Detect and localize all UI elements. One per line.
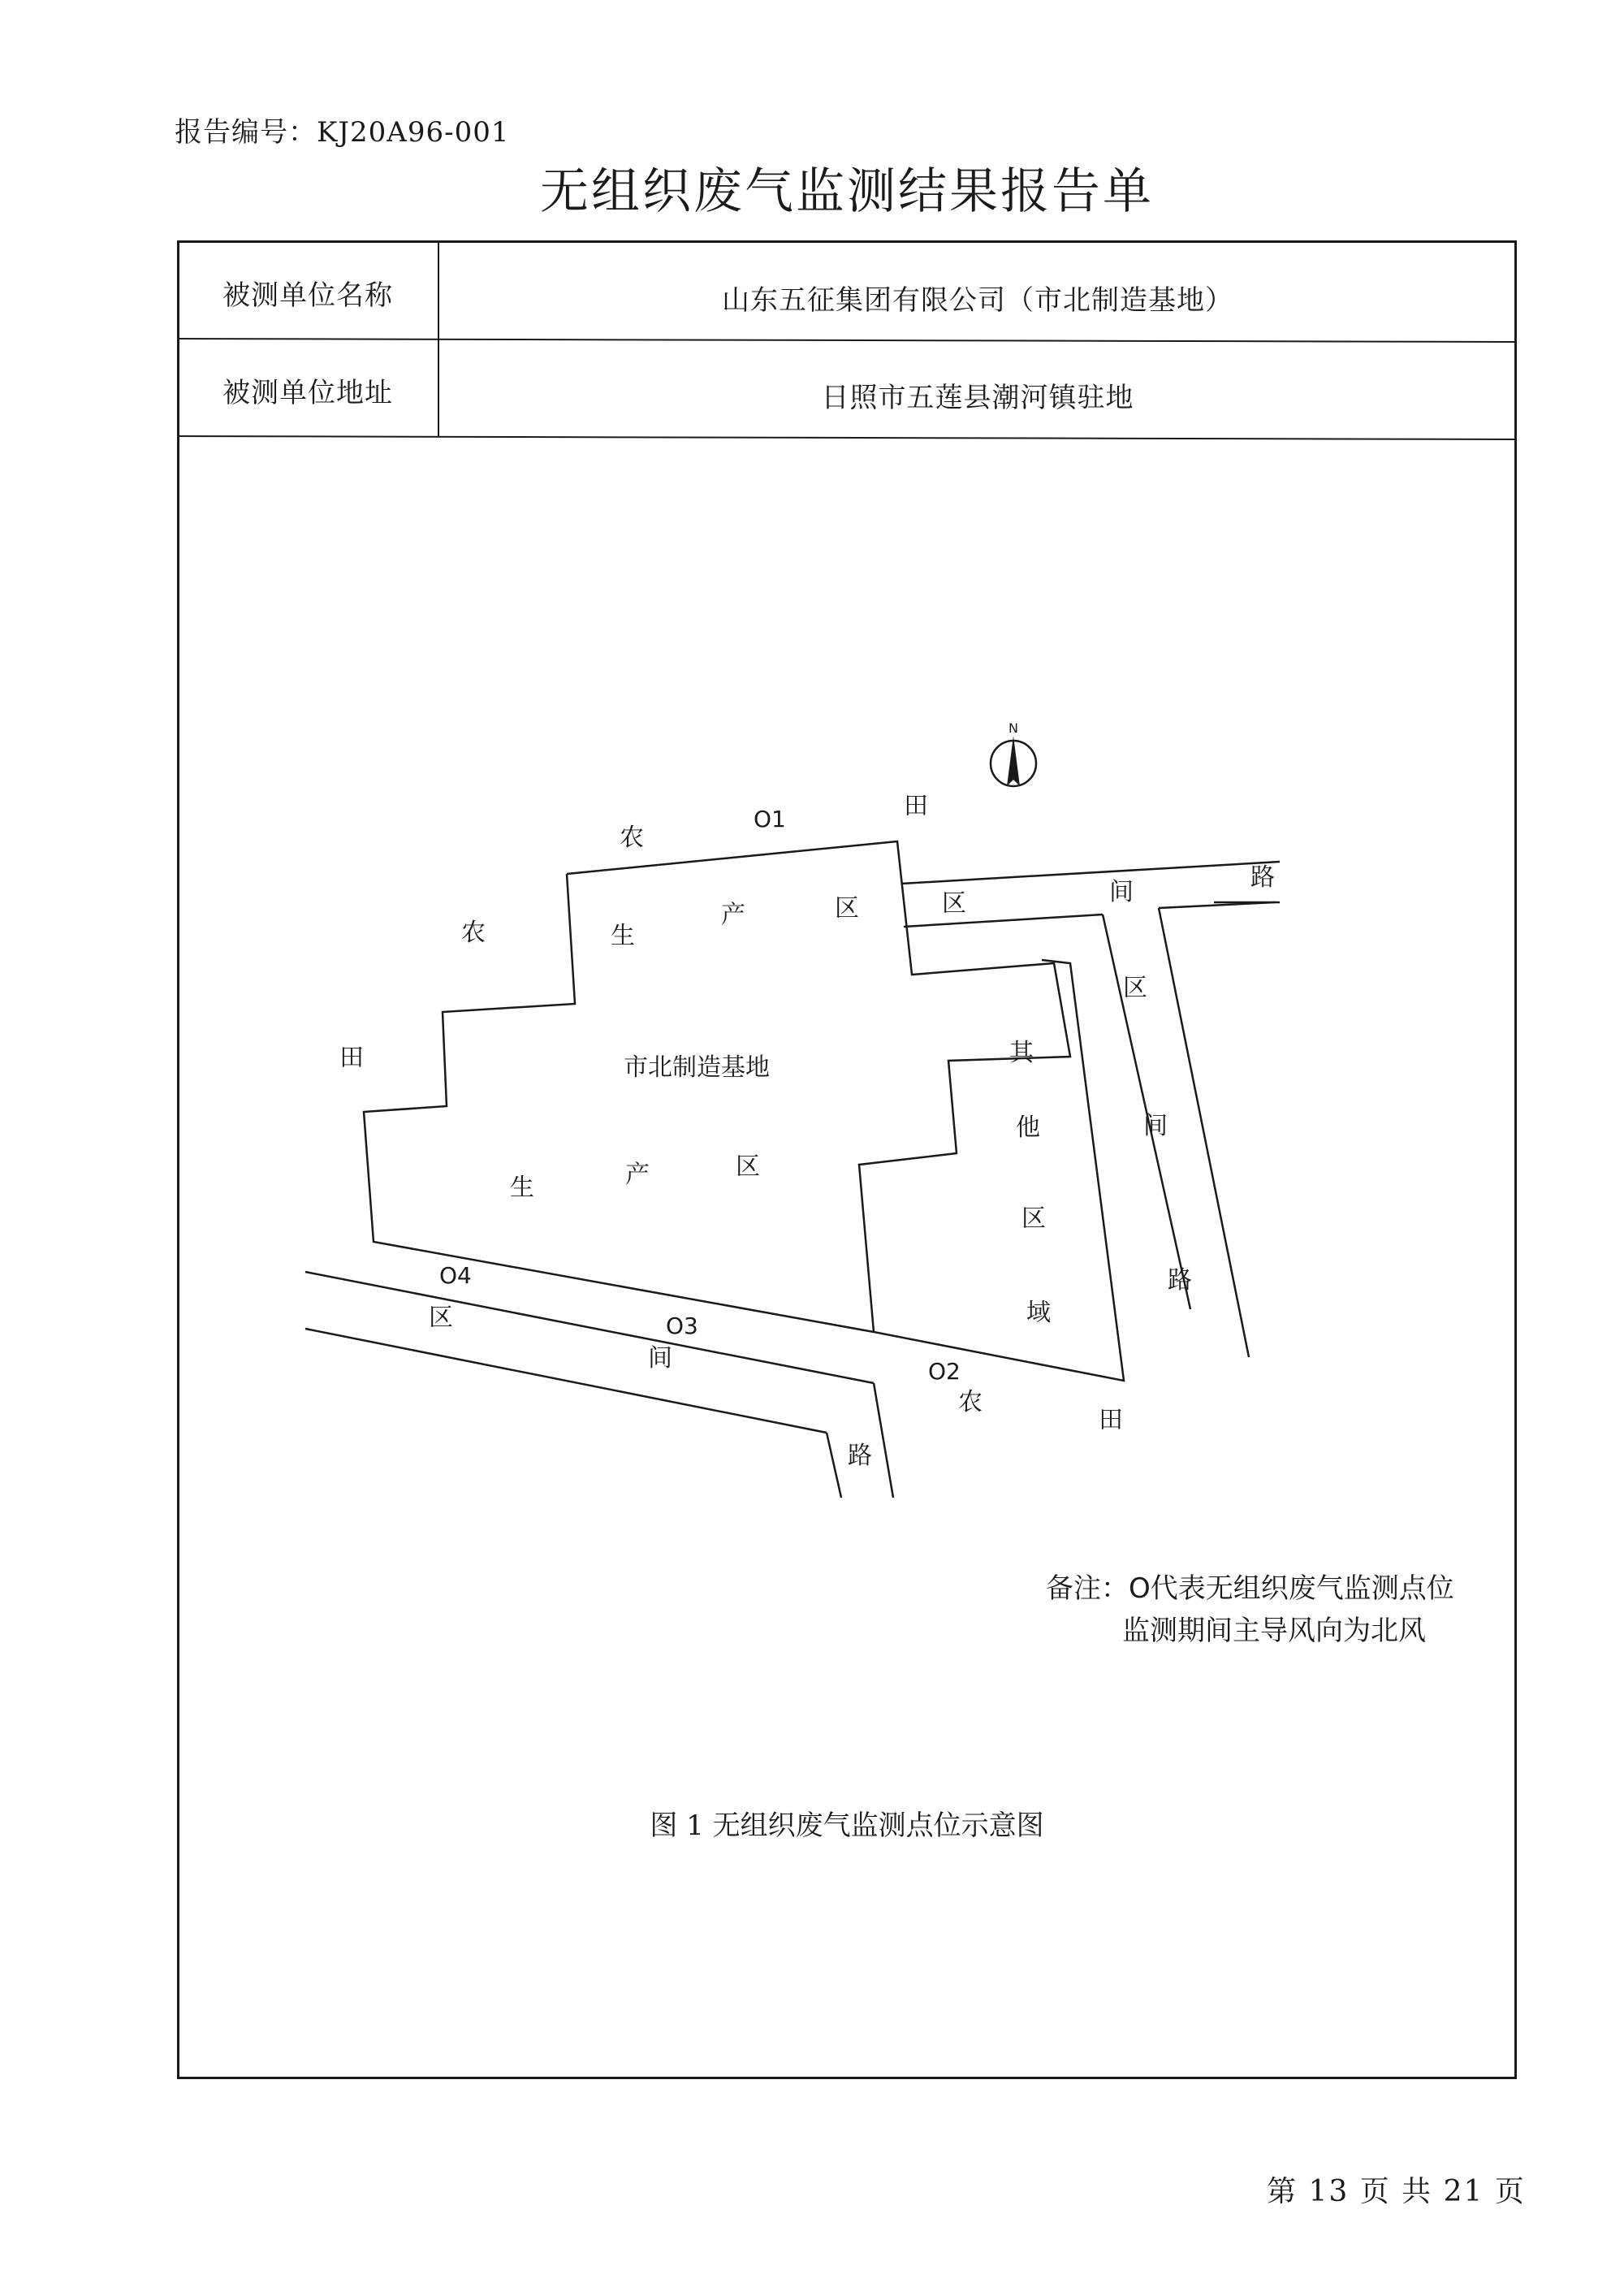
label-nong-2: 农	[461, 919, 486, 947]
label-yu: 域	[1026, 1299, 1051, 1327]
note-line-2: 监测期间主导风向为北风	[1122, 1615, 1426, 1647]
figure-caption: 图 1 无组织废气监测点位示意图	[650, 1810, 1044, 1842]
label-lu-road-1: 路	[1250, 863, 1275, 892]
label-qu-road-1: 区	[942, 889, 966, 918]
label-jian-road-3: 间	[648, 1344, 672, 1373]
monitor-point-2: O2	[928, 1358, 961, 1385]
unit-address-value: 日照市五莲县潮河镇驻地	[821, 382, 1134, 414]
label-lu-road-3: 路	[848, 1442, 872, 1470]
label-nong-1: 农	[620, 824, 644, 852]
monitor-point-4: O4	[439, 1262, 472, 1289]
unit-name-value: 山东五征集团有限公司（市北制造基地）	[722, 284, 1233, 317]
unit-address-label: 被测单位地址	[222, 377, 393, 409]
label-jian-road-1: 间	[1109, 878, 1134, 906]
label-tian-3: 田	[1099, 1406, 1123, 1434]
note-line-1: 备注：O代表无组织废气监测点位	[1046, 1572, 1454, 1605]
compass-label: N	[1009, 720, 1018, 736]
label-sheng-2: 生	[510, 1174, 534, 1202]
label-qu-other: 区	[1021, 1204, 1046, 1233]
report-frame	[177, 240, 1517, 2079]
label-tian-2: 田	[339, 1044, 364, 1072]
label-qi: 其	[1009, 1039, 1034, 1067]
report-number: 报告编号：KJ20A96-001	[175, 116, 510, 149]
label-nong-3: 农	[958, 1388, 983, 1416]
label-qu-road-2: 区	[1123, 974, 1147, 1002]
document-title: 无组织废气监测结果报告单	[540, 163, 1154, 220]
label-qu-road-3: 区	[429, 1304, 453, 1332]
label-sheng-1: 生	[611, 922, 635, 950]
unit-name-label: 被测单位名称	[222, 279, 393, 312]
label-qu-1: 区	[835, 894, 859, 923]
label-qu-2: 区	[736, 1152, 760, 1181]
site-name-label: 市北制造基地	[624, 1053, 770, 1082]
label-chan-2: 产	[625, 1161, 650, 1189]
label-lu-road-2: 路	[1168, 1266, 1192, 1295]
monitor-point-3: O3	[666, 1312, 698, 1339]
label-ta: 他	[1016, 1113, 1040, 1142]
label-chan-1: 产	[721, 901, 745, 929]
label-jian-road-2: 间	[1143, 1112, 1168, 1140]
page-footer: 第 13 页 共 21 页	[1267, 2175, 1526, 2208]
monitor-point-1: O1	[754, 806, 786, 832]
label-tian-1: 田	[904, 792, 928, 820]
